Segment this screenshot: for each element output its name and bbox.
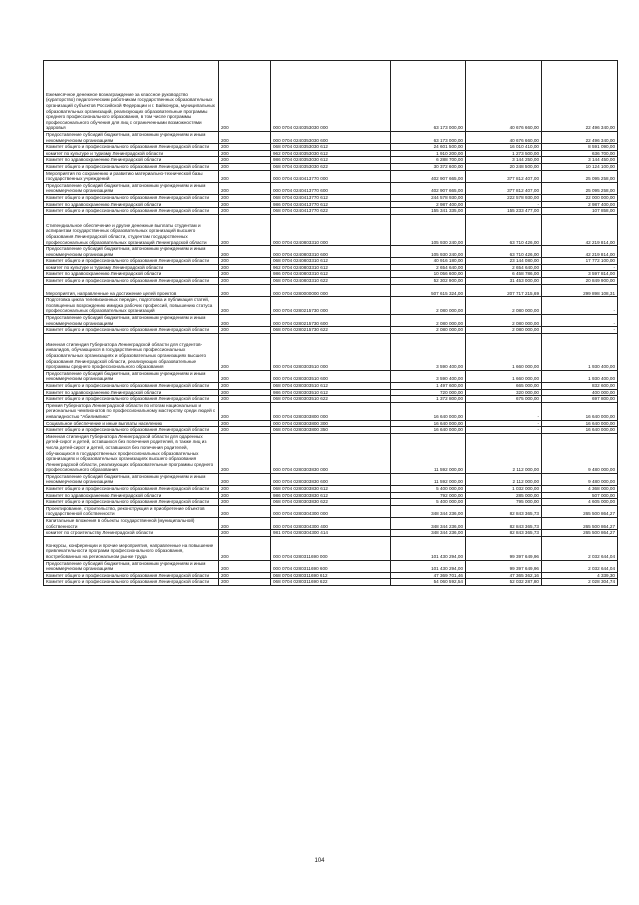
row-name: Предоставление субсидий бюджетным, автономным учреждениям и иным некоммерческим организациям (44, 315, 219, 327)
row-name: Комитет общего и профессионального образования Ленинградской области (44, 499, 219, 506)
row-executed: 222 578 930,00 (466, 194, 542, 201)
row-approved: 16 640 000,00 (391, 427, 466, 434)
row-executed: - (466, 427, 542, 434)
row-unexecuted: 4 605 000,00 (542, 499, 618, 506)
row-name: Комитет общего и профессионального образования Ленинградской области (44, 396, 219, 403)
row-line-code: 200 (219, 278, 271, 285)
row-budget-code: 962 0704 0240353030 612 (271, 150, 391, 157)
row-name: Предоставление субсидий бюджетным, автономным учреждениям и иным некоммерческим организациям (44, 132, 219, 144)
row-unexecuted: 22 496 340,00 (542, 132, 618, 144)
row-approved: 348 344 236,00 (391, 518, 466, 530)
row-unexecuted: - (542, 264, 618, 271)
row-line-code: 200 (219, 518, 271, 530)
row-line-code: 200 (219, 327, 271, 334)
row-approved: 792 000,00 (391, 492, 466, 499)
row-name: Комитет по здравоохранению Ленинградской области (44, 157, 219, 164)
row-name: Комитет общего и профессионального образования Ленинградской области (44, 208, 219, 215)
row-unexecuted: 4 339,30 (542, 572, 618, 579)
table-row (44, 163, 618, 170)
row-approved: 105 930 240,00 (391, 246, 466, 258)
row-line-code: 200 (219, 499, 271, 506)
row-approved: 54 060 592,54 (391, 579, 466, 586)
row-budget-code: 068 0704 0240413770 622 (271, 208, 391, 215)
row-unexecuted: 107 858,00 (542, 208, 618, 215)
row-approved: 720 000,00 (391, 389, 466, 396)
row-executed: 665 000,00 (466, 382, 542, 389)
table-row (44, 214, 618, 245)
row-line-code: 200 (219, 201, 271, 208)
row-approved: 16 640 000,00 (391, 402, 466, 420)
row-line-code: 200 (219, 486, 271, 493)
row-approved: 101 430 294,00 (391, 536, 466, 560)
row-executed: - (466, 201, 542, 208)
row-executed: 99 397 649,96 (466, 560, 542, 572)
row-executed: 1 660 000,00 (466, 370, 542, 382)
row-line-code: 200 (219, 389, 271, 396)
row-budget-code: 000 0704 0280215730 600 (271, 315, 391, 327)
row-budget-code: 068 0704 0280303510 622 (271, 396, 391, 403)
table-row (44, 297, 618, 315)
row-line-code: 200 (219, 492, 271, 499)
table-row (44, 246, 618, 258)
row-unexecuted: 17 772 100,00 (542, 258, 618, 265)
row-executed: 285 000,00 (466, 492, 542, 499)
row-approved: 2 654 640,00 (391, 264, 466, 271)
row-executed: 47 365 362,16 (466, 572, 542, 579)
row-approved: 11 592 000,00 (391, 473, 466, 485)
row-unexecuted: 25 095 258,00 (542, 182, 618, 194)
row-budget-code: 962 0704 0240803310 612 (271, 264, 391, 271)
row-approved: 5 400 000,00 (391, 499, 466, 506)
row-budget-code: 000 0704 0280304300 400 (271, 518, 391, 530)
row-executed: 1 032 000,00 (466, 486, 542, 493)
table-row (44, 420, 618, 427)
row-unexecuted: 832 600,00 (542, 382, 618, 389)
row-unexecuted: 25 095 258,00 (542, 170, 618, 182)
row-line-code: 200 (219, 297, 271, 315)
row-budget-code: 068 0704 0280303830 622 (271, 499, 391, 506)
row-executed: 16 010 410,00 (466, 144, 542, 151)
row-name: Предоставление субсидий бюджетным, автономным учреждениям и иным некоммерческим организациям (44, 370, 219, 382)
row-line-code: 200 (219, 157, 271, 164)
row-budget-code: 986 0704 0240803310 612 (271, 271, 391, 278)
row-name: Комитет по здравоохранению Ленинградской области (44, 492, 219, 499)
row-name: Социальное обеспечение и иные выплаты населению (44, 420, 219, 427)
row-unexecuted: 22 496 340,00 (542, 61, 618, 132)
row-name: Комитет общего и профессионального образования Ленинградской области (44, 382, 219, 389)
row-unexecuted: 16 640 000,00 (542, 420, 618, 427)
row-unexecuted: 265 500 864,27 (542, 505, 618, 517)
row-budget-code: 981 0704 0280304300 414 (271, 530, 391, 537)
table-row (44, 382, 618, 389)
row-executed: 20 248 500,00 (466, 163, 542, 170)
row-line-code: 200 (219, 382, 271, 389)
row-budget-code: 068 0704 0240353030 622 (271, 163, 391, 170)
row-unexecuted: 697 800,00 (542, 396, 618, 403)
row-executed: 2 112 000,00 (466, 433, 542, 473)
row-name: Комитет общего и профессионального образования Ленинградской области (44, 579, 219, 586)
row-approved: 244 578 930,00 (391, 194, 466, 201)
row-budget-code: 986 0704 0240353030 612 (271, 157, 391, 164)
row-approved: 348 344 236,00 (391, 530, 466, 537)
row-approved: 5 400 000,00 (391, 486, 466, 493)
row-line-code: 200 (219, 194, 271, 201)
row-budget-code: 068 0704 0240353030 612 (271, 144, 391, 151)
row-line-code: 200 (219, 170, 271, 182)
row-executed: - (466, 420, 542, 427)
row-name: Комитет общего и профессионального образования Ленинградской области (44, 144, 219, 151)
row-unexecuted: 10 124 100,00 (542, 163, 618, 170)
row-line-code: 200 (219, 333, 271, 370)
row-name: Ежемесячное денежное вознаграждение за классное руководство (кураторство) педагогическим работникам государственных образовательных организаций субъектов Российской Федерации и г. Байконура, муниципальных образовательных организаций, реализующих образовательные программы среднего профессионального образования, в том числе программы профессионального обучения для лиц с ограниченными возможностями здоровья (44, 61, 219, 132)
row-name: комитет по строительству Ленинградской области (44, 530, 219, 537)
row-approved: 2 080 000,00 (391, 297, 466, 315)
row-line-code: 200 (219, 579, 271, 586)
row-unexecuted: 2 032 644,04 (542, 536, 618, 560)
row-name: Комитет по здравоохранению Ленинградской области (44, 389, 219, 396)
row-budget-code: 000 0704 0280303830 600 (271, 473, 391, 485)
row-approved: 2 987 400,00 (391, 201, 466, 208)
row-executed: 52 032 287,80 (466, 579, 542, 586)
row-name: Комитет общего и профессионального образования Ленинградской области (44, 572, 219, 579)
table-row (44, 530, 618, 537)
table-row (44, 572, 618, 579)
row-budget-code: 000 0704 0280303510 600 (271, 370, 391, 382)
row-budget-code: 000 0704 0280304300 000 (271, 505, 391, 517)
row-line-code: 200 (219, 163, 271, 170)
row-line-code: 200 (219, 208, 271, 215)
row-name: комитет по культуре и туризму Ленинградской области (44, 150, 219, 157)
table-body (44, 61, 618, 586)
row-unexecuted: 9 480 000,00 (542, 473, 618, 485)
row-line-code: 200 (219, 536, 271, 560)
row-unexecuted: 265 500 864,27 (542, 530, 618, 537)
row-executed: 99 397 649,96 (466, 536, 542, 560)
page-number: 104 (314, 858, 325, 864)
row-approved: 155 341 335,00 (391, 208, 466, 215)
row-name: Проектирование, строительство, реконструкция и приобретение объектов государственной собственности (44, 505, 219, 517)
row-line-code: 200 (219, 402, 271, 420)
table-row (44, 182, 618, 194)
row-name: Комитет общего и профессионального образования Ленинградской области (44, 327, 219, 334)
row-unexecuted: 299 898 108,31 (542, 284, 618, 297)
row-budget-code: 000 0704 0280303800 000 (271, 402, 391, 420)
row-budget-code: 986 0704 0240413770 612 (271, 201, 391, 208)
table-row (44, 144, 618, 151)
row-name: Предоставление субсидий бюджетным, автономным учреждениям и иным некоммерческим организациям (44, 246, 219, 258)
row-executed: 31 453 000,00 (466, 278, 542, 285)
row-approved: 2 080 000,00 (391, 315, 466, 327)
row-name: комитет по культуре и туризму Ленинградской области (44, 264, 219, 271)
row-unexecuted: 1 930 400,00 (542, 370, 618, 382)
row-unexecuted: 2 028 304,74 (542, 579, 618, 586)
row-unexecuted: 16 640 000,00 (542, 402, 618, 420)
row-line-code: 200 (219, 473, 271, 485)
row-budget-code: 068 0704 0280303800 350 (271, 427, 391, 434)
table-row (44, 150, 618, 157)
row-name: Подготовка цикла телевизионных передач, подготовка и публикация статей, посвященных возрождению имиджа рабочих профессий, повышению статуса профессиональных образовательных организаций (44, 297, 219, 315)
table-row (44, 505, 618, 517)
row-name: Предоставление субсидий бюджетным, автономным учреждениям и иным некоммерческим организациям (44, 182, 219, 194)
row-budget-code: 000 0704 0280303830 000 (271, 433, 391, 473)
row-line-code: 200 (219, 61, 271, 132)
budget-execution-table (43, 60, 618, 586)
row-budget-code: 000 0704 0240413770 600 (271, 182, 391, 194)
row-executed: 23 144 080,00 (466, 258, 542, 265)
row-executed: 377 812 407,00 (466, 182, 542, 194)
row-budget-code: 986 0704 0280303510 612 (271, 389, 391, 396)
table-row (44, 579, 618, 586)
row-executed: 2 112 000,00 (466, 473, 542, 485)
row-name: Премия Губернатора Ленинградской области по итогам национальных и региональных чемпионатов по профессиональному мастерству среди людей с инвалидностью "Абилимпикс" (44, 402, 219, 420)
row-executed: 82 843 365,73 (466, 505, 542, 517)
row-budget-code: 000 0704 0280303510 000 (271, 333, 391, 370)
row-name: Конкурсы, конференции и прочие мероприятия, направленные на повышение привлекательности программ профессионального образования, востребованных на региональном рынке труда (44, 536, 219, 560)
row-name: Предоставление субсидий бюджетным, автономным учреждениям и иным некоммерческим организациям (44, 560, 219, 572)
row-executed: 82 843 365,73 (466, 518, 542, 530)
row-name: Комитет по здравоохранению Ленинградской области (44, 201, 219, 208)
row-unexecuted: 9 480 000,00 (542, 433, 618, 473)
row-approved: 47 369 701,46 (391, 572, 466, 579)
row-name: Комитет общего и профессионального образования Ленинградской области (44, 486, 219, 493)
row-executed: 2 654 640,00 (466, 264, 542, 271)
row-unexecuted: - (542, 327, 618, 334)
row-unexecuted: 1 930 400,00 (542, 333, 618, 370)
row-budget-code: 000 0704 0280215730 000 (271, 297, 391, 315)
row-unexecuted: 2 987 400,00 (542, 201, 618, 208)
row-budget-code: 068 0704 0280311690 612 (271, 572, 391, 579)
row-executed: 207 717 215,69 (466, 284, 542, 297)
table-row (44, 333, 618, 370)
row-line-code: 200 (219, 572, 271, 579)
table-row (44, 61, 618, 132)
row-name: Комитет общего и профессионального образования Ленинградской области (44, 258, 219, 265)
row-unexecuted: 3 597 814,00 (542, 271, 618, 278)
row-budget-code: 068 0704 0280303510 612 (271, 382, 391, 389)
row-executed: 63 710 426,00 (466, 214, 542, 245)
row-line-code: 200 (219, 420, 271, 427)
row-unexecuted: - (542, 297, 618, 315)
row-approved: 24 601 500,00 (391, 144, 466, 151)
row-approved: 40 916 180,00 (391, 258, 466, 265)
row-approved: 348 344 236,00 (391, 505, 466, 517)
row-unexecuted: - (542, 315, 618, 327)
row-unexecuted: 20 849 900,00 (542, 278, 618, 285)
row-line-code: 200 (219, 144, 271, 151)
row-executed: 40 676 660,00 (466, 61, 542, 132)
row-approved: 52 302 900,00 (391, 278, 466, 285)
row-name: Именная стипендия Губернатора Ленинградской области для одаренных детей-сирот и детей, оставшихся без попечения родителей, в также лиц из числа детей-сирот и детей, оставшихся без попечения родителей, обучающихся в государственных профессиональных образовательных организациях и образовательных организациях высшего образования Ленинградской области, реализующих образовательные программы среднего профессионального образования (44, 433, 219, 473)
table-row (44, 157, 618, 164)
row-approved: 30 372 600,00 (391, 163, 466, 170)
row-unexecuted: 16 640 000,00 (542, 427, 618, 434)
row-executed: 155 233 477,00 (466, 208, 542, 215)
table-row (44, 170, 618, 182)
row-approved: 63 173 000,00 (391, 61, 466, 132)
table-row (44, 315, 618, 327)
table-row (44, 258, 618, 265)
row-budget-code: 000 0704 0280311690 600 (271, 560, 391, 572)
row-executed: 1 273 500,00 (466, 150, 542, 157)
row-line-code: 200 (219, 271, 271, 278)
row-approved: 402 907 665,00 (391, 182, 466, 194)
row-line-code: 200 (219, 246, 271, 258)
row-line-code: 200 (219, 264, 271, 271)
row-unexecuted: 42 219 814,00 (542, 246, 618, 258)
row-executed: 1 660 000,00 (466, 333, 542, 370)
table-row (44, 486, 618, 493)
table-row (44, 396, 618, 403)
row-approved: 507 615 324,00 (391, 284, 466, 297)
row-approved: 63 173 000,00 (391, 132, 466, 144)
table-row (44, 389, 618, 396)
row-line-code: 200 (219, 182, 271, 194)
row-line-code: 200 (219, 530, 271, 537)
row-line-code: 200 (219, 214, 271, 245)
row-executed: 675 000,00 (466, 396, 542, 403)
row-name: Мероприятия, направленные на достижение целей проектов (44, 284, 219, 297)
row-unexecuted: 400 000,00 (542, 389, 618, 396)
row-approved: 16 640 000,00 (391, 420, 466, 427)
row-approved: 3 590 400,00 (391, 333, 466, 370)
row-line-code: 200 (219, 433, 271, 473)
row-budget-code: 068 0704 0240803310 622 (271, 278, 391, 285)
row-line-code: 200 (219, 284, 271, 297)
row-budget-code: 000 0704 0280000000 000 (271, 284, 391, 297)
table-row (44, 284, 618, 297)
row-budget-code: 068 0704 0280311690 622 (271, 579, 391, 586)
row-name: Стипендиальное обеспечение и другие денежные выплаты студентам и аспирантам государственных образовательных организаций высшего образования Ленинградской области, студентам государственных профессиональных образовательных организаций Ленинградской области (44, 214, 219, 245)
row-unexecuted: 265 500 864,27 (542, 518, 618, 530)
row-executed: 82 843 365,73 (466, 530, 542, 537)
row-line-code: 200 (219, 427, 271, 434)
row-approved: 10 056 600,00 (391, 271, 466, 278)
row-executed: 795 000,00 (466, 499, 542, 506)
row-line-code: 200 (219, 396, 271, 403)
row-approved: 1 372 800,00 (391, 396, 466, 403)
row-name: Комитет общего и профессионального образования Ленинградской области (44, 278, 219, 285)
row-name: Комитет общего и профессионального образования Ленинградской области (44, 427, 219, 434)
row-line-code: 200 (219, 132, 271, 144)
table-row (44, 560, 618, 572)
row-executed: 377 812 407,00 (466, 170, 542, 182)
row-name: Комитет по здравоохранению Ленинградской области (44, 271, 219, 278)
row-line-code: 200 (219, 370, 271, 382)
row-executed: - (466, 402, 542, 420)
row-line-code: 200 (219, 560, 271, 572)
row-name: Именная стипендия Губернатора Ленинградской области для студентов-инвалидов, обучающихся в государственных профессиональных образовательных организациях и образовательных организациях высшего образования Ленинградской области, реализующих образовательные программы среднего профессионального образования (44, 333, 219, 370)
row-budget-code: 068 0704 0280215730 622 (271, 327, 391, 334)
row-approved: 101 430 294,00 (391, 560, 466, 572)
row-line-code: 200 (219, 150, 271, 157)
row-approved: 6 288 700,00 (391, 157, 466, 164)
row-unexecuted: 507 000,00 (542, 492, 618, 499)
row-executed: 2 080 000,00 (466, 327, 542, 334)
table-row (44, 536, 618, 560)
table-row (44, 201, 618, 208)
row-executed: 2 080 000,00 (466, 297, 542, 315)
row-executed: 320 000,00 (466, 389, 542, 396)
row-unexecuted: 4 368 000,00 (542, 486, 618, 493)
row-approved: 11 592 000,00 (391, 433, 466, 473)
table-row (44, 492, 618, 499)
table-row (44, 264, 618, 271)
row-unexecuted: 42 219 814,00 (542, 214, 618, 245)
row-budget-code: 000 0704 0240413770 000 (271, 170, 391, 182)
row-unexecuted: 636 700,00 (542, 150, 618, 157)
row-approved: 1 910 200,00 (391, 150, 466, 157)
table-row (44, 278, 618, 285)
row-budget-code: 068 0704 0280303830 612 (271, 486, 391, 493)
table-row (44, 402, 618, 420)
table-row (44, 473, 618, 485)
table-row (44, 370, 618, 382)
row-name: Мероприятия по сохранению и развитию материально-технической базы государственных учреждений (44, 170, 219, 182)
row-unexecuted: 3 144 450,00 (542, 157, 618, 164)
row-name: Комитет общего и профессионального образования Ленинградской области (44, 163, 219, 170)
row-line-code: 200 (219, 315, 271, 327)
row-budget-code: 986 0704 0280303830 612 (271, 492, 391, 499)
row-name: Капитальные вложения в объекты государственной (муниципальной) собственности (44, 518, 219, 530)
row-unexecuted: 22 000 000,00 (542, 194, 618, 201)
row-executed: 3 144 250,00 (466, 157, 542, 164)
table-row (44, 433, 618, 473)
table-row (44, 499, 618, 506)
row-approved: 3 590 400,00 (391, 370, 466, 382)
row-budget-code: 000 0704 0280303800 300 (271, 420, 391, 427)
row-unexecuted: 2 032 644,04 (542, 560, 618, 572)
row-budget-code: 000 0704 0240803310 600 (271, 246, 391, 258)
row-approved: 2 080 000,00 (391, 327, 466, 334)
row-executed: 6 458 786,00 (466, 271, 542, 278)
row-name: Предоставление субсидий бюджетным, автономным учреждениям и иным некоммерческим организациям (44, 473, 219, 485)
row-line-code: 200 (219, 505, 271, 517)
row-approved: 1 497 600,00 (391, 382, 466, 389)
row-budget-code: 068 0704 0240803310 612 (271, 258, 391, 265)
row-executed: 63 710 426,00 (466, 246, 542, 258)
row-budget-code: 000 0704 0240353030 000 (271, 61, 391, 132)
row-approved: 105 930 240,00 (391, 214, 466, 245)
row-unexecuted: 8 591 090,00 (542, 144, 618, 151)
row-approved: 402 907 665,00 (391, 170, 466, 182)
row-name: Комитет общего и профессионального образования Ленинградской области (44, 194, 219, 201)
table-row (44, 327, 618, 334)
row-executed: 2 080 000,00 (466, 315, 542, 327)
report-sheet (43, 60, 617, 586)
row-executed: 40 676 660,00 (466, 132, 542, 144)
table-row (44, 194, 618, 201)
row-budget-code: 000 0704 0280311690 000 (271, 536, 391, 560)
table-row (44, 271, 618, 278)
row-budget-code: 000 0704 0240803310 000 (271, 214, 391, 245)
table-row (44, 427, 618, 434)
row-line-code: 200 (219, 258, 271, 265)
table-row (44, 132, 618, 144)
table-row (44, 518, 618, 530)
table-row (44, 208, 618, 215)
row-budget-code: 000 0704 0240353030 600 (271, 132, 391, 144)
row-budget-code: 068 0704 0240413770 612 (271, 194, 391, 201)
